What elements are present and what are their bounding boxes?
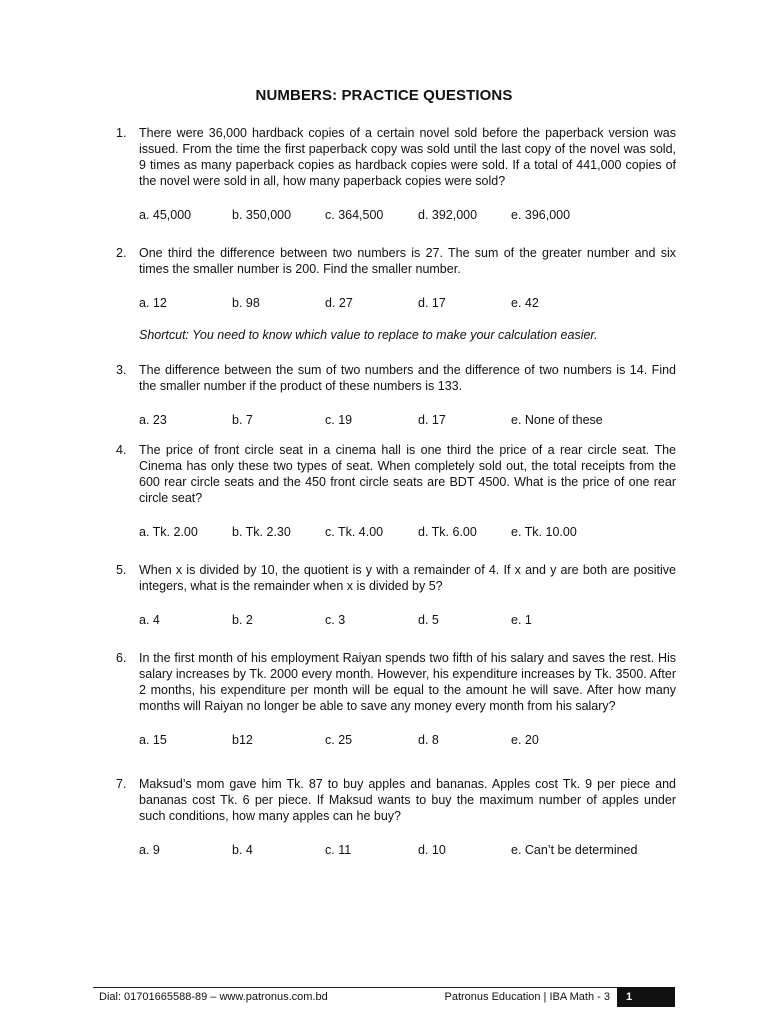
question-text: Maksud’s mom gave him Tk. 87 to buy apples and bananas. Apples cost Tk. 9 per piece and bananas cost Tk. 6 per piece. If Maksud wants to buy the maximum number of apples under such conditions, how many apples can he buy? xyxy=(139,777,676,823)
option-e: e. 42 xyxy=(511,296,539,310)
question-text: In the first month of his employment Raiyan spends two fifth of his salary and saves the rest. His salary increases by Tk. 2000 every month. However, his expenditure increases by Tk. 3500. After 2 months, his expenditure per month will be equal to the amount he will save. After how many months will Raiyan no longer be able to save any money every month from his salary? xyxy=(139,651,676,713)
answer-options xyxy=(139,207,676,223)
option-a: a. 45,000 xyxy=(139,208,192,222)
option-d: d. 17 xyxy=(418,296,446,310)
answer-options xyxy=(139,842,676,858)
footer-divider xyxy=(93,987,675,988)
option-e: e. 20 xyxy=(511,733,539,747)
option-c: d. 27 xyxy=(325,296,353,310)
option-d: d. 17 xyxy=(418,413,446,427)
question-4 xyxy=(116,442,676,540)
question-number: 4. xyxy=(116,443,127,457)
option-b: b. 7 xyxy=(232,413,253,427)
option-c: c. 364,500 xyxy=(325,208,384,222)
option-a: a. 4 xyxy=(139,613,160,627)
question-number: 7. xyxy=(116,777,127,791)
question-1 xyxy=(116,125,676,223)
answer-options xyxy=(139,295,676,311)
option-c: c. Tk. 4.00 xyxy=(325,525,384,539)
option-d: d. 8 xyxy=(418,733,439,747)
question-7 xyxy=(116,776,676,858)
option-b: b. 350,000 xyxy=(232,208,292,222)
option-e: e. Tk. 10.00 xyxy=(511,525,577,539)
option-b: b. Tk. 2.30 xyxy=(232,525,291,539)
question-3 xyxy=(116,362,676,428)
option-b: b. 98 xyxy=(232,296,260,310)
option-e: e. 396,000 xyxy=(511,208,571,222)
option-c: c. 25 xyxy=(325,733,353,747)
option-a: a. 23 xyxy=(139,413,167,427)
question-number: 6. xyxy=(116,651,127,665)
answer-options xyxy=(139,612,676,628)
option-e: e. 1 xyxy=(511,613,532,627)
footer-contact: Dial: 01701665588-89 – www.patronus.com.bd xyxy=(99,991,328,1003)
question-text: The difference between the sum of two numbers and the difference of two numbers is 14. Find the smaller number if the product of these numbers is 133. xyxy=(139,363,676,393)
option-d: d. 392,000 xyxy=(418,208,478,222)
question-text: One third the difference between two numbers is 27. The sum of the greater number and six times the smaller number is 200. Find the smaller number. xyxy=(139,246,676,276)
question-6 xyxy=(116,650,676,748)
shortcut-note: Shortcut: You need to know which value to replace to make your calculation easier. xyxy=(139,328,598,342)
option-d: d. 5 xyxy=(418,613,439,627)
question-number: 1. xyxy=(116,126,127,140)
option-d: d. Tk. 6.00 xyxy=(418,525,477,539)
option-a: a. 12 xyxy=(139,296,167,310)
option-a: a. 9 xyxy=(139,843,160,857)
option-b: b12 xyxy=(232,733,253,747)
question-text: When x is divided by 10, the quotient is y with a remainder of 4. If x and y are both are positive integers, what is the remainder when x is divided by 5? xyxy=(139,563,676,593)
option-a: a. 15 xyxy=(139,733,167,747)
option-e: e. None of these xyxy=(511,413,603,427)
answer-options xyxy=(139,732,676,748)
option-c: c. 19 xyxy=(325,413,353,427)
question-text: The price of front circle seat in a cinema hall is one third the price of a rear circle seat. The Cinema has only these two types of seat. When completely sold out, the total receipts from the 600 rear circle seats and the 450 front circle seats are BDT 4500. What is the price of one rear circle seat? xyxy=(139,443,676,505)
footer-publisher: Patronus Education | IBA Math - 3 xyxy=(444,991,610,1003)
answer-options xyxy=(139,412,676,428)
question-number: 3. xyxy=(116,363,127,377)
question-2 xyxy=(116,245,676,343)
answer-options xyxy=(139,524,676,540)
question-5 xyxy=(116,562,676,628)
option-e: e. Can’t be determined xyxy=(511,843,638,857)
option-d: d. 10 xyxy=(418,843,446,857)
question-number: 5. xyxy=(116,563,127,577)
option-b: b. 4 xyxy=(232,843,253,857)
question-text: There were 36,000 hardback copies of a certain novel sold before the paperback version was issued. From the time the first paperback copy was sold until the last copy of the novel was sold, 9 times as many paperback copies as hardback copies were sold. If a total of 441,000 copies of the novel were sold in all, how many paperback copies were sold? xyxy=(139,126,676,188)
page-number-badge: 1 xyxy=(617,987,675,1007)
option-a: a. Tk. 2.00 xyxy=(139,525,198,539)
page-title: NUMBERS: PRACTICE QUESTIONS xyxy=(255,87,513,104)
option-c: c. 3 xyxy=(325,613,346,627)
question-number: 2. xyxy=(116,246,127,260)
option-b: b. 2 xyxy=(232,613,253,627)
option-c: c. 11 xyxy=(325,843,352,857)
